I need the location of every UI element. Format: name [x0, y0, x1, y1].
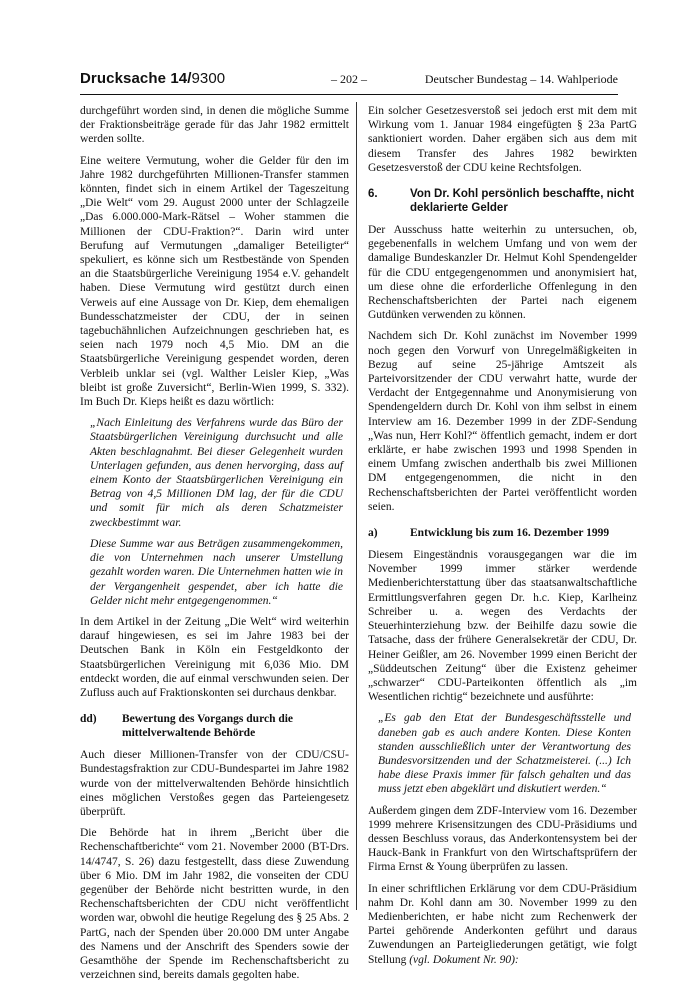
paragraph: In dem Artikel in der Zeitung „Die Welt“ wird weiterhin darauf hingewiesen, es sei im Jahre 1983 bei der Deutschen Bank in Köln ein Festgeldkonto der Staatsbürgerlichen Vereinigung mit 6,036 Mio. DM entdeckt worden, die auf einmal verschwunden seien. Der Zufluss auch auf Fraktionskonten sei durchaus denkbar.: [80, 615, 349, 699]
heading-text: Entwicklung bis zum 16. Dezember 1999: [410, 527, 610, 540]
paragraph-text: In einer schriftlichen Erklärung vor dem CDU-Präsidium nahm Dr. Kohl dann am 30. November 1999 zu den Medienberichten, er habe nicht zum Rechenwerk der Partei gehörende Anderkonten geführt und daraus Zuwendungen an Parteigliederungen getätigt, wie folgt Stellung: [368, 882, 637, 966]
heading-number: 6.: [368, 188, 378, 201]
paragraph: Auch dieser Millionen-Transfer von der CDU/CSU-Bundestagsfraktion zur CDU-Bundespartei im Jahre 1982 wurde von der mittelverwaltenden Behörde hinsichtlich eines möglichen Verstoßes gegen das Parteiengesetz überprüft.: [80, 749, 349, 818]
paragraph: Ein solcher Gesetzesverstoß sei jedoch erst mit dem mit Wirkung vom 1. Januar 1984 eingefügten § 23a PartG sanktioniert worden. Daher ergäben sich aus dem mit diesem Transfer des Jahres 1982 bewirkten Gesetzesverstoß der CDU keine Rechtsfolgen.: [368, 105, 637, 174]
paragraph: Außerdem gingen dem ZDF-Interview vom 16. Dezember 1999 mehrere Krisensitzungen des CDU-Präsidiums und dessen Beschluss voraus, das Anderkontensystem bei der Hauck-Bank in Frankfurt von den Wirtschaftsprüfern der Firma Ernst & Young überprüfen zu lassen.: [368, 804, 637, 874]
document-number: Drucksache 14/9300: [80, 70, 226, 87]
running-title: Deutscher Bundestag – 14. Wahlperiode: [424, 72, 618, 86]
left-column: [80, 104, 349, 989]
paragraph: Eine weitere Vermutung, woher die Gelder für den im Jahre 1982 durchgeführten Millionen-Transfer stammen könnten, findet sich in einem Artikel der Tageszeitung „Die Welt“ vom 29. August 2000 unter der Schlagzeile „Das 6.000.000-Mark-Rätsel – Woher stammen die Millionen der CDU-Fraktion?“. Darin wird unter Berufung auf Vermutungen „damaliger Beteiligter“ spekuliert, es könne sich um Restbestände von Spenden an die Staatsbürgerliche Vereinigung 1954 e.V. gehandelt haben. Diese Vermutung wird gestützt durch einen Verweis auf eine Aussage von Dr. Kiep, dem ehemaligen Bundesschatzmeister der CDU, der in seinen tagebuchähnlichen Aufzeichnungen geschrieben hat, es seien nach 1979 noch 4,5 Mio. DM an die Staatsbürgerliche Vereinigung gespendet worden, deren Verbleib unklar sei (vgl. Walther Leisler Kiep, „Was bleibt ist große Zuversicht“, Berlin-Wien 1999, S. 332). Im Buch Dr. Kieps heißt es dazu wörtlich:: [80, 154, 349, 409]
paragraph: durchgeführt worden sind, in denen die mögliche Summe der Fraktionsbeiträge gerade für das Jahr 1982 ermittelt werden sollte.: [80, 105, 349, 146]
paragraph: Die Behörde hat in ihrem „Bericht über die Rechenschaftberichte“ vom 21. November 2000 (BT-Drs. 14/4747, S. 26) dazu festgestellt, dass diese Zuwendung über 6 Mio. DM im Jahr 1982, die vonseiten der CDU gegenüber der Behörde nicht bestritten wurde, in den Rechenschaftsberichten der CDU nicht veröffentlicht worden war, obwohl die heutige Regelung des § 25 Abs. 2 PartG, nach der Spenden über 20.000 DM unter Angabe des Namens und der Anschrift des Spenders sowie der Gesamthöhe der Spende im Rechenschaftsbericht zu verzeichnen sind, bereits damals gegolten habe.: [80, 827, 349, 982]
paragraph: Nachdem sich Dr. Kohl zunächst im November 1999 noch gegen den Vorwurf von Unregelmäßigkeiten in Bezug auf seine 25-jährige Amtszeit als Parteivorsitzender der CDU verwahrt hatte, wurde der Verdacht der Entgegennahme und Anonymisierung von Spendengeldern durch Dr. Kohl von ihm selbst in einem Interview am 16. Dezember 1999 in der ZDF-Sendung „Was nun, Herr Kohl?“ öffentlich gemacht, indem er dort erklärte, er habe zwischen 1993 und 1998 Spenden in einem Umfang zwischen anderthalb bis zwei Millionen DM entgegengenommen, die nicht in den Rechenschaftsberichten der Partei veröffentlicht worden seien.: [368, 330, 637, 513]
heading-text: Von Dr. Kohl persönlich beschaffte, nicht deklarierte Gelder: [410, 188, 635, 215]
paragraph: [368, 882, 637, 967]
paragraph: Diesem Eingeständnis vorausgegangen war die im November 1999 immer stärker werdende Medienberichterstattung über das staatsanwaltschaftliche Ermittlungsverfahren gegen Dr. h.c. Kiep, Karlheinz Schreiber u. a. wegen des Verdachts der Steuerhinterziehung bzw. der Beihilfe dazu sowie die Tatsache, dass der frühere Generalsekretär der CDU, Dr. Heiner Geißler, am 26. November 1999 einen Bericht der „Süddeutschen Zeitung“ über die Existenz geheimer „schwarzer“ CDU-Parteikonten öffentlich als „im Wesentlichen richtig“ bezeichnete und ausführte:: [368, 549, 637, 704]
section-heading-a: [368, 526, 637, 540]
heading-text: Bewertung des Vorgangs durch die mittelverwaltende Behörde: [122, 713, 294, 740]
right-column: [368, 104, 637, 974]
document-reference: (vgl. Dokument Nr. 90):: [409, 953, 519, 966]
page-header: [80, 70, 618, 92]
block-quote: Diese Summe war aus Beträgen zusammengekommen, die von Unternehmen nach unserer Umstellung gezahlt worden waren. Die Unternehmen hatten wie in der Vergangenheit gespendet, aber ich hatte die Gelder nicht mehr entgegengenommen.“: [90, 537, 343, 607]
page-number: – 202 –: [331, 72, 367, 86]
section-heading-6: [368, 187, 637, 215]
heading-number: a): [368, 527, 378, 540]
block-quote: „Nach Einleitung des Verfahrens wurde das Büro der Staatsbürgerlichen Vereinigung durchsucht und alle Akten beschlagnahmt. Bei dieser Gelegenheit wurden Unterlagen gefunden, aus denen hervorging, dass auf einem Konto der Staatsbürgerlichen Vereinigung ein Betrag von 4,5 Millionen DM lag, der für die CDU und somit für mich als deren Schatzmeister zweckbestimmt war.: [90, 417, 343, 529]
section-heading-dd: [80, 712, 349, 740]
paragraph: Der Ausschuss hatte weiterhin zu untersuchen, ob, gegebenenfalls in welchem Umfang und von wem der damalige Bundeskanzler Dr. Helmut Kohl Spendengelder für die CDU entgegengenommen und anonymisiert hat, um diese ohne die erforderliche Offenlegung in den Rechenschaftsberichten der Partei nach eigenem Gutdünken verwenden zu können.: [368, 224, 637, 322]
column-divider: [356, 102, 357, 910]
heading-number: dd): [80, 713, 97, 726]
block-quote: „Es gab den Etat der Bundesgeschäftsstelle und daneben gab es auch andere Konten. Diese Konten standen ausschließlich unter der Verantwortung des Bundesvorsitzenden und der Schatzmeisterei. (...) Ich habe diese Praxis immer für falsch gehalten und das muss jetzt eben abgeklärt und diskutiert werden.“: [378, 712, 631, 796]
header-rule: [80, 94, 618, 95]
